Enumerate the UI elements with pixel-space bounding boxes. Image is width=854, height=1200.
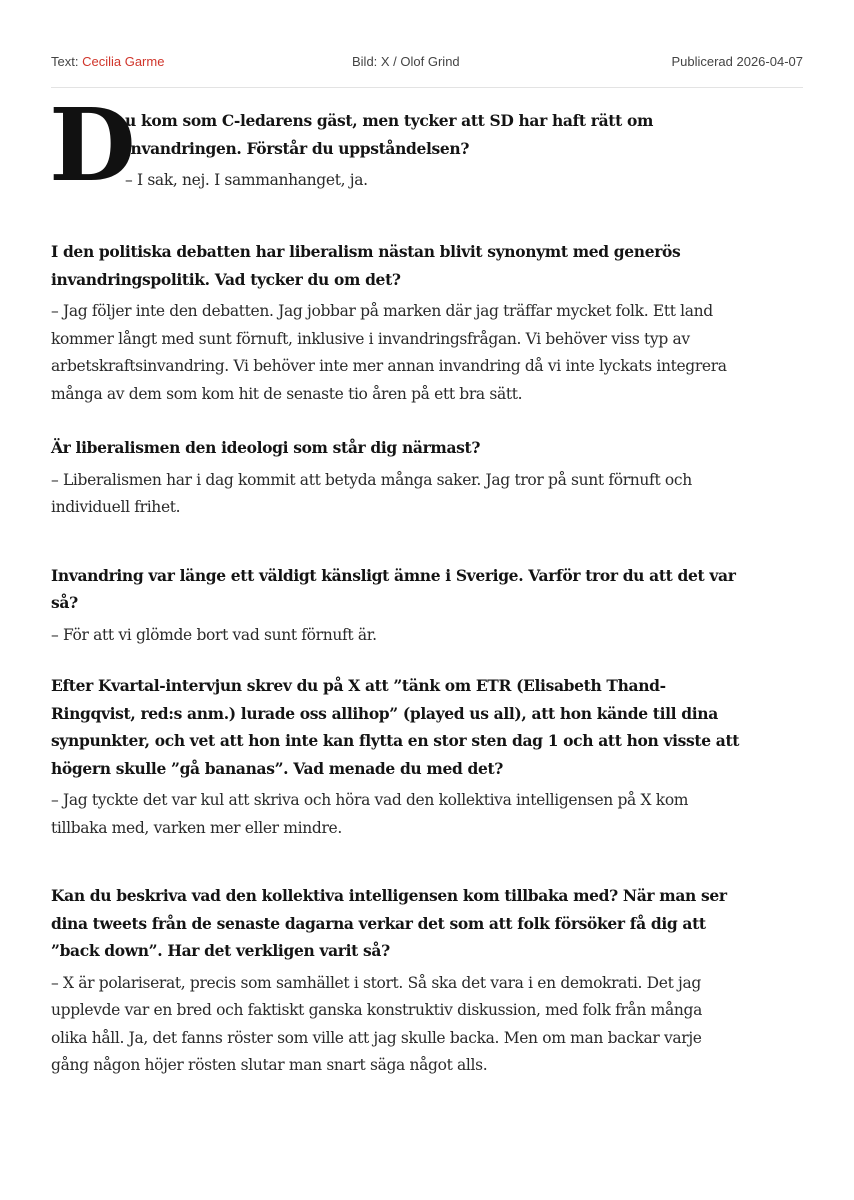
answer: – För att vi glömde bort vad sunt förnuft är.: [51, 625, 377, 644]
answer: – Jag följer inte den debatten. Jag jobbar på marken där jag träffar mycket folk. Ett land kommer långt med sunt förnuft, inklusive i invandringsfrågan. Vi behöver viss typ av arbetskraftsinvandring. Vi behöver inte mer annan invandring då vi inte lyckats integrera många av dem som kom hit de senaste tio åren på ett bra sätt.: [51, 302, 727, 403]
author-link[interactable]: Cecilia Garme: [82, 54, 165, 69]
lead-answer: – I sak, nej. I sammanhanget, ja.: [125, 171, 368, 189]
question: Efter Kvartal-intervjun skrev du på X att ”tänk om ETR (Elisabeth Thand-Ringqvist, red:s anm.) lurade oss allihop” (played us all), att hon kände till dina synpunkter, och vet att hon inte kan flytta en stor sten dag 1 och att hon visste att högern skulle ”gå bananas”. Vad menade du med det?: [51, 676, 740, 778]
drop-cap: D: [49, 86, 136, 204]
byline-text-credit: [51, 54, 164, 69]
qa-block: [51, 882, 741, 1080]
qa-block: [51, 238, 741, 408]
answer: – Jag tyckte det var kul att skriva och höra vad den kollektiva intelligensen på X kom tillbaka med, varken mer eller mindre.: [51, 791, 689, 837]
publish-date: Publicerad 2026-04-07: [671, 54, 803, 69]
question: Invandring var länge ett väldigt känsligt ämne i Sverige. Varför tror du att det var så?: [51, 565, 736, 612]
lead-qa: [49, 86, 741, 206]
answer: – Liberalismen har i dag kommit att betyda många saker. Jag tror på sunt förnuft och individuell frihet.: [51, 470, 692, 516]
question: Är liberalismen den ideologi som står dig närmast?: [51, 438, 481, 457]
text-credit-label: Text:: [51, 54, 83, 69]
article-body: [49, 86, 741, 1080]
qa-block: [51, 562, 741, 650]
question: Kan du beskriva vad den kollektiva intelligensen kom tillbaka med? När man ser dina tweets från de senaste dagarna verkar det som att folk försöker få dig att ”back down”. Har det verkligen varit så?: [51, 886, 727, 960]
lead-question: u kom som C-ledarens gäst, men tycker att SD har haft rätt om invandringen. Förstår du uppståndelsen?: [125, 111, 653, 158]
question: I den politiska debatten har liberalism nästan blivit synonymt med generös invandringspolitik. Vad tycker du om det?: [51, 242, 681, 289]
answer: – X är polariserat, precis som samhället i stort. Så ska det vara i en demokrati. Det jag upplevde var en bred och faktiskt ganska konstruktiv diskussion, med folk från många olika håll. Ja, det fanns röster som ville att jag skulle backa. Men om man backar varje gång någon höjer rösten slutar man snart säga något alls.: [51, 973, 702, 1074]
byline-bar: [51, 54, 803, 72]
qa-block: [51, 672, 741, 842]
photo-credit: Bild: X / Olof Grind: [352, 54, 460, 69]
header-divider: [51, 87, 803, 88]
qa-block: [51, 434, 741, 522]
